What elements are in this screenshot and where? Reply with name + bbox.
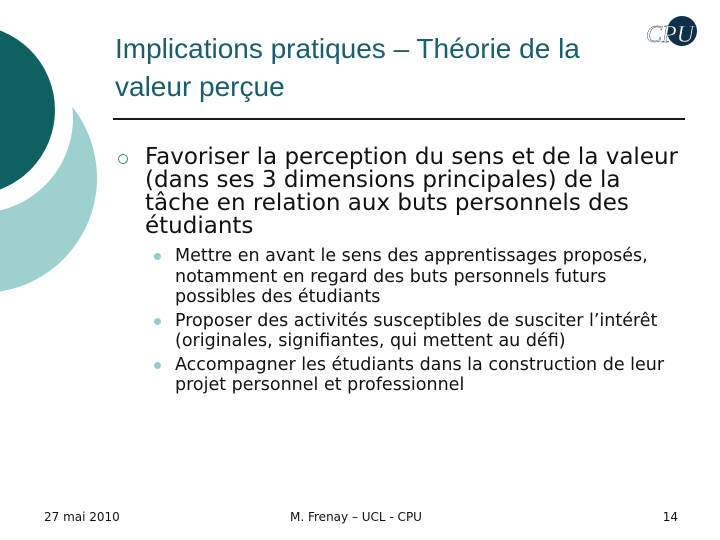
sub-bullet: [148, 311, 688, 352]
sub-bullet: [148, 355, 688, 396]
cpu-logo-text: CPU: [646, 22, 694, 48]
dot-bullet-icon: [154, 362, 161, 369]
footer-author: M. Frenay – UCL - CPU: [290, 510, 422, 524]
page-number: 14: [662, 510, 678, 524]
dot-bullet-icon: [154, 253, 161, 260]
slide-body: [118, 146, 688, 399]
ring-bullet-icon: [118, 154, 128, 164]
slide-title: Implications pratiques – Théorie de la valeur perçue: [115, 33, 580, 102]
sub-bullet-text: Accompagner les étudiants dans la construction de leur projet personnel et professionnel: [175, 354, 665, 395]
sub-bullet: [148, 246, 688, 308]
dot-bullet-icon: [154, 318, 161, 325]
sub-bullet-text: Mettre en avant le sens des apprentissages proposés, notamment en regard des buts personnels futurs possibles des étudiants: [175, 246, 648, 307]
decorative-circles: [0, 0, 110, 300]
sub-bullet-text: Proposer des activités susceptibles de susciter l’intérêt (originales, signifiantes, qui mettent au défi): [175, 310, 658, 351]
main-bullet: [118, 146, 688, 238]
title-divider: [113, 118, 685, 120]
sub-bullet-list: [118, 246, 688, 396]
footer-date: 27 mai 2010: [44, 510, 120, 524]
main-bullet-text: Favoriser la perception du sens et de la valeur (dans ses 3 dimensions principales) de la tâche en relation aux buts personnels des étudiants: [145, 144, 679, 239]
